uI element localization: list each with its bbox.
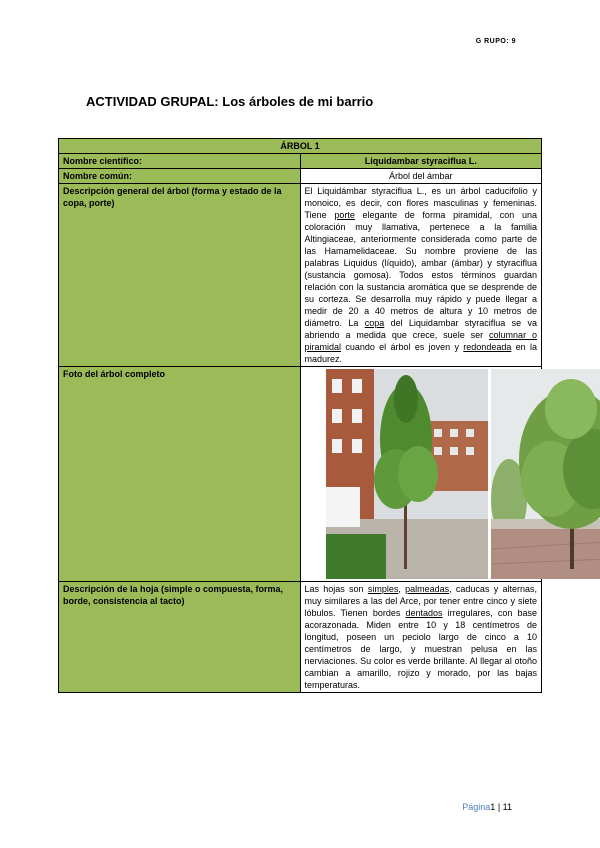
common-name-label: Nombre común: <box>59 169 301 184</box>
tree-photo-residential <box>326 369 488 579</box>
text-run: del Liquidambar styraciflua se va abriendo a medida que crece, suele ser <box>304 318 537 340</box>
text-run: Las hojas son <box>304 584 368 594</box>
text-run: , caducas y alternas, muy similares a las del Arce, por tener entre cinco y siete lóbulos. Tienen bordes <box>304 584 537 618</box>
general-description-label: Descripción general del árbol (forma y estado de la copa, porte) <box>59 184 301 367</box>
term-redondeada: redondeada <box>463 342 512 352</box>
photo-label: Foto del árbol completo <box>59 367 301 582</box>
page-total: 11 <box>502 802 512 812</box>
term-dentados: dentados <box>405 608 443 618</box>
leaf-description-label: Descripción de la hoja (simple o compuesta, forma, borde, consistencia al tacto) <box>59 582 301 693</box>
photo-cell <box>300 367 542 582</box>
page-footer <box>462 802 512 812</box>
tree-photo-park <box>491 369 600 579</box>
group-label: G RUPO: 9 <box>475 38 516 45</box>
text-run: en la madurez. <box>304 342 537 364</box>
term-simples: simples <box>367 584 399 594</box>
document-title: ACTIVIDAD GRUPAL: Los árboles de mi barrio <box>86 94 374 109</box>
page-number: 1 <box>490 802 496 812</box>
tree-table <box>58 138 542 693</box>
text-run: El Liquidámbar styraciflua L., es un árbol caducifolio y monoico, es decir, con flores masculinas y femeninas. Tiene <box>304 186 537 220</box>
text-run: cuando el árbol es joven y <box>341 342 464 352</box>
text-run: irregulares, con base acorazonada. Miden entre 10 y 18 centímetros de longitud, poseen un peciolo largo de cinco a 10 centímetros de largo, y muestran pelusa en las nerviaciones. Su color es verde brillante. Al llegar al otoño cambian a amarillo, rojizo y morado, por las bajas temperaturas. <box>304 608 537 690</box>
page-separator: | <box>495 802 503 812</box>
scientific-name-label: Nombre científico: <box>59 154 301 169</box>
common-name-value: Árbol del ámbar <box>300 169 542 184</box>
text-run: , <box>398 584 406 594</box>
leaf-description-text <box>300 582 542 693</box>
term-palmeadas: palmeadas <box>405 584 450 594</box>
term-copa: copa <box>364 318 385 328</box>
term-porte: porte <box>334 210 355 220</box>
page-word: Página <box>462 802 491 812</box>
scientific-name-value: Liquidambar styraciflua L. <box>300 154 542 169</box>
tree-table-heading: ÁRBOL 1 <box>59 139 542 154</box>
general-description-text <box>300 184 542 367</box>
text-run: elegante de forma piramidal, con una coloración muy llamativa, pertenece a la familia Altingiaceae, anteriormente considerada como parte de las Hamamelidaceae. Su nombre proviene de las palabras Liquidus (líquido), ambar (ámbar) y styraciflua (sustancia gomosa). Todos estos términos guardan relación con la sustancia aromática que se desprende de su corteza. Se desarrolla muy rápido y puede llegar a medir de 20 a 40 metros de altura y 10 metros de diámetro. La <box>304 210 537 328</box>
term-columnar: columnar o piramidal <box>304 330 537 352</box>
